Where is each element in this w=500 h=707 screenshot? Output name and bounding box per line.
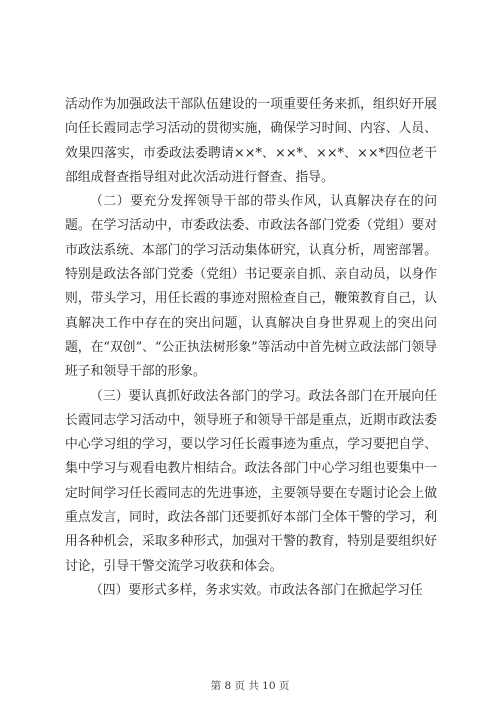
paragraph-3: （三）要认真抓好政法各部门的学习。政法各部门在开展向任长霞同志学习活动中，领导班子和领导干部是重点，近期市政法委中心学习组的学习，要以学习任长霞事迹为重点，学习要把自学、集中学习与观看电教片相结合。政法各部门中心学习组也要集中一定时间学习任长霞同志的先进事迹，主要领导要在专题讨论会上做重点发言，同时，政法各部门还要抓好本部门全体干警的学习，利用各种机会，采取多种形式，加强对干警的教育，特别是要组织好讨论，引导干警交流学习收获和体会。 — [65, 388, 437, 574]
document-body — [65, 93, 437, 603]
paragraph-4: （四）要形式多样，务求实效。市政法各部门在掀起学习任 — [90, 582, 423, 598]
paragraph-1: 活动作为加强政法干部队伍建设的一项重要任务来抓，组织好开展向任长霞同志学习活动的贯彻实施，确保学习时间、内容、人员、效果四落实，市委政法委聘请××*、××*、××*、××*四位老干部组成督查指导组对此次活动进行督查、指导。 — [65, 97, 437, 185]
page-number-label: 第 8 页 共 10 页 — [210, 680, 290, 692]
paragraph-2: （二）要充分发挥领导干部的带头作风，认真解决存在的问题。在学习活动中，市委政法委、市政法各部门党委（党组）要对市政法系统、本部门的学习活动集体研究，认真分析，周密部署。特别是政法各部门党委（党组）书记要亲自抓、亲自动员，以身作则，带头学习，用任长霞的事迹对照检查自己，鞭策教育自己，认真解决工作中存在的突出问题，认真解决自身世界观上的突出问题，在“双创”、“公正执法树形象”等活动中首先树立政法部门领导班子和领导干部的形象。 — [65, 194, 437, 380]
page-footer — [0, 678, 500, 693]
